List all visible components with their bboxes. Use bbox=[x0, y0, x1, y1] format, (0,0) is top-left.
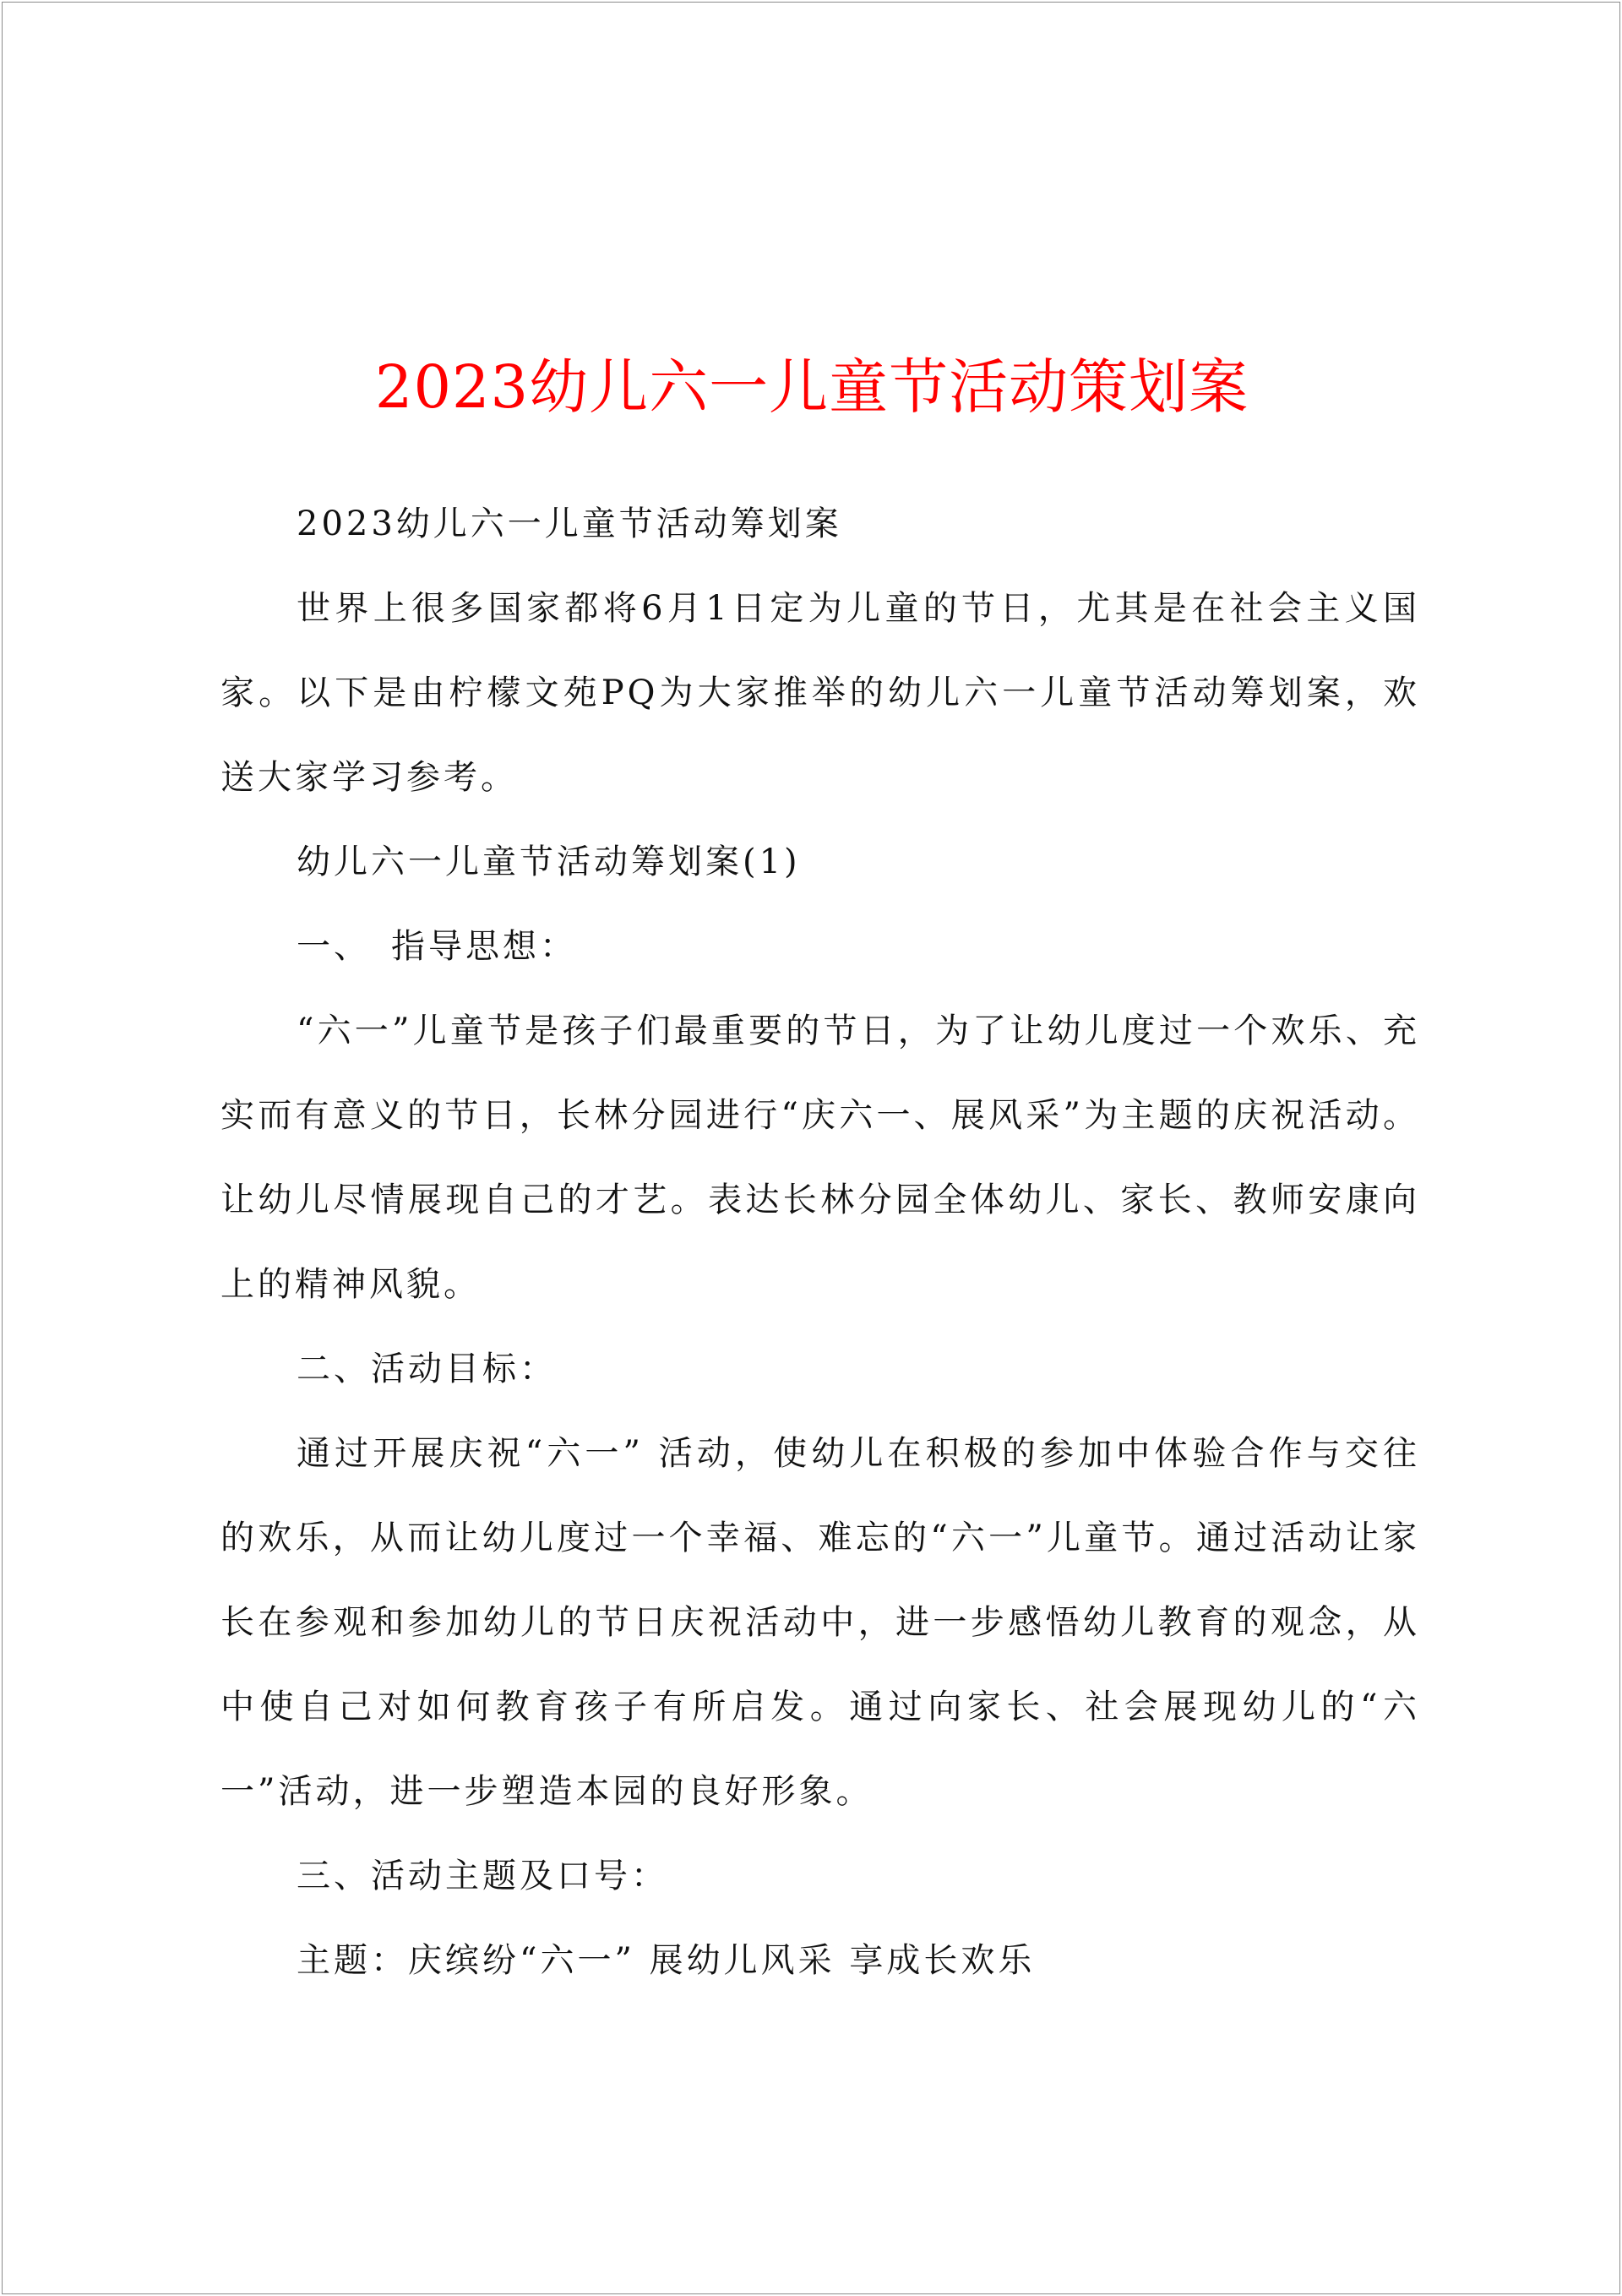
paragraph-intro: 世界上很多国家都将6月1日定为儿童的节日，尤其是在社会主义国家。以下是由柠檬文苑PQ为大家推举的幼儿六一儿童节活动筹划案，欢送大家学习参考。 bbox=[220, 589, 1420, 797]
paragraph-plan-heading: 幼儿六一儿童节活动筹划案(1) bbox=[297, 843, 801, 881]
paragraph-goals: 通过开展庆祝“六一” 活动，使幼儿在积极的参加中体验合作与交往的欢乐，从而让幼儿度过一个幸福、难忘的“六一”儿童节。通过活动让家长在参观和参加幼儿的节日庆祝活动中，进一步感悟幼儿教育的观念，从中使自己对如何教育孩子有所启发。通过向家长、社会展现幼儿的“六一”活动，进一步塑造本园的良好形象。 bbox=[220, 1434, 1420, 1811]
document-title: 2023幼儿六一儿童节活动策划案 bbox=[374, 352, 1249, 422]
document-body bbox=[220, 482, 1420, 2003]
section-heading-theme: 三、活动主题及口号： bbox=[297, 1857, 668, 1895]
paragraph-theme: 主题：庆缤纷“六一” 展幼儿风采 享成长欢乐 bbox=[297, 1941, 1036, 1980]
document-page bbox=[2, 2, 1620, 2294]
paragraph-subtitle: 2023幼儿六一儿童节活动筹划案 bbox=[297, 504, 842, 543]
paragraph-guiding-thought: “六一”儿童节是孩子们最重要的节日，为了让幼儿度过一个欢乐、充实而有意义的节日，长林分园进行“庆六一、展风采”为主题的庆祝活动。让幼儿尽情展现自己的才艺。表达长林分园全体幼儿、家长、教师安康向上的精神风貌。 bbox=[220, 1012, 1420, 1304]
section-heading-guiding-thought: 一、 指导思想： bbox=[297, 927, 577, 966]
section-heading-goals: 二、活动目标： bbox=[297, 1350, 557, 1388]
